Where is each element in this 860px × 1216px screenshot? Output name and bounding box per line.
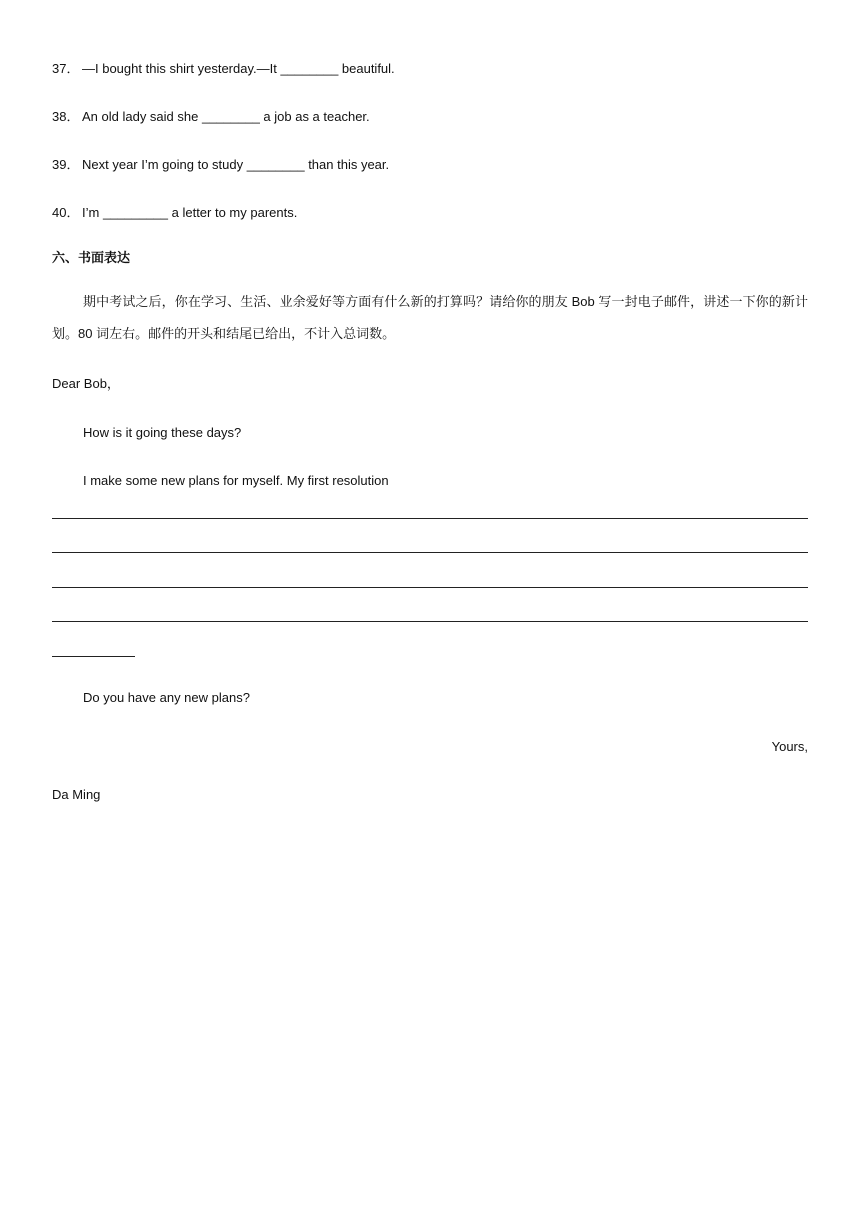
writing-line[interactable] — [52, 518, 808, 519]
writing-line[interactable] — [52, 621, 808, 622]
question-text: Next year I’m going to study ________ than this year. — [82, 157, 390, 172]
question-text: I’m _________ a letter to my parents. — [82, 205, 298, 220]
question-40 — [52, 204, 297, 222]
question-39 — [52, 156, 389, 174]
letter-line-1: How is it going these days? — [83, 425, 242, 440]
question-number: 39． — [52, 157, 80, 172]
question-number: 37． — [52, 61, 80, 76]
writing-line-short[interactable] — [52, 656, 135, 657]
letter-signature: Da Ming — [52, 787, 101, 802]
writing-prompt: 期中考试之后，你在学习、生活、业余爱好等方面有什么新的打算吗？请给你的朋友 Bob 写一封电子邮件，讲述一下你的新计划。80 词左右。邮件的开头和结尾已给出，不计入总词数。 — [52, 294, 808, 341]
writing-line[interactable] — [52, 552, 808, 553]
question-37 — [52, 60, 395, 78]
question-number: 40． — [52, 205, 80, 220]
section-heading: 六、书面表达 — [52, 250, 131, 265]
question-38 — [52, 108, 370, 126]
question-text: An old lady said she ________ a job as a teacher. — [82, 109, 370, 124]
letter-line-2: I make some new plans for myself. My first resolution — [83, 473, 389, 488]
letter-question: Do you have any new plans? — [83, 690, 250, 705]
writing-line[interactable] — [52, 587, 808, 588]
question-text: —I bought this shirt yesterday.—It ________ beautiful. — [82, 61, 395, 76]
letter-closing: Yours, — [771, 739, 808, 754]
question-number: 38． — [52, 109, 80, 124]
letter-greeting: Dear Bob， — [52, 376, 120, 391]
